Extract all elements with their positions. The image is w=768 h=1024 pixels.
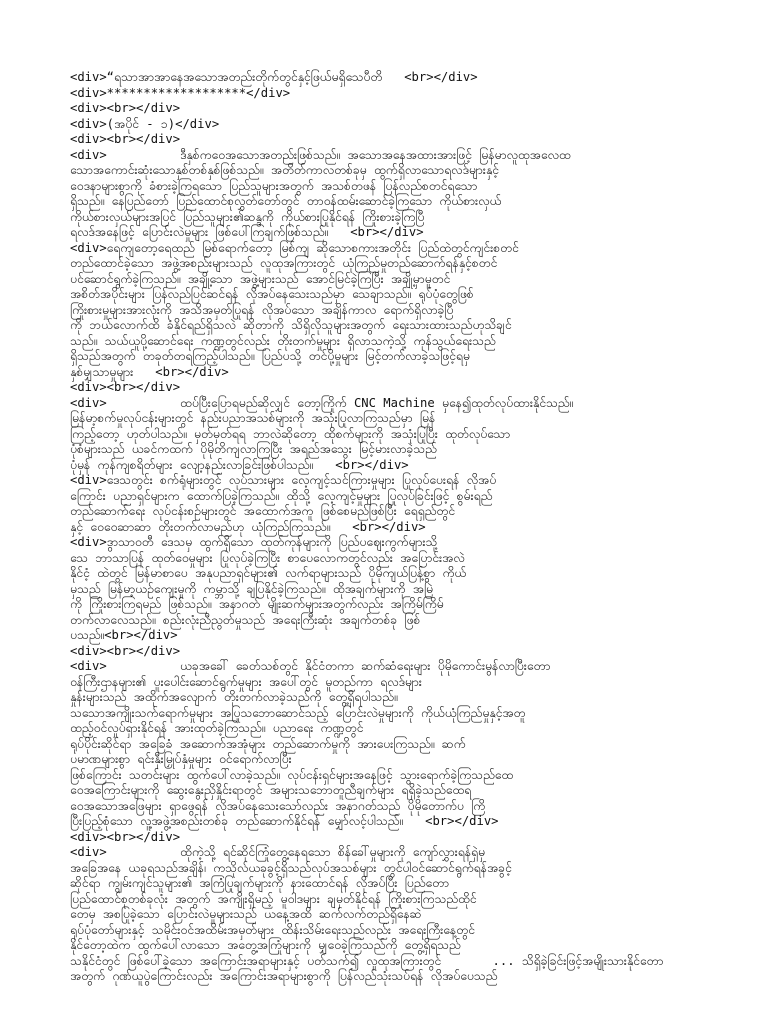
text-line: ဝန်ကြီးဌာနများ၏ ပူးပေါင်းဆောင်ရွက်မှုများ အပေါ်တွင် မူတည်ကာ ရလဒ်များ: [70, 674, 422, 689]
text-line: <div>“ရသာအာအာနေအသောအတည်းတိုက်တွင်နှင့်ဖြယ်မရှိသေပီတိ <br></div>: [70, 70, 478, 84]
text-line: ဆိုင်ရာ ကျွမ်းကျင်သူများ၏ အကြံပြုချက်များကို နားထောင်ရန် လိုအပ်ပြီး ပြည်တော: [70, 876, 450, 890]
text-line: ကို ကြိုးစားကြရမည် ဖြစ်သည်။ အနာဂတ် မျိုးဆက်များအတွက်လည်း အကြိမ်ကြိမ်: [70, 597, 444, 611]
text-line: ရုပ်ပိုင်းဆိုင်ရာ အခြေခံ အဆောက်အအုံများ တည်ဆောက်မှုကို အားပေးကြသည်။ ဆက်: [70, 736, 466, 751]
text-line: <div> ထပ်ပြီးပြောရမည်ဆိုလျှင် တော့ကြိုက် CNC Machine မှနေ၍ထုတ်လုပ်ထားနိုင်သည်။: [70, 395, 574, 410]
text-line: ရှိသည်အတွက် တခုတ်တရကြည့်ပါသည်။ ပြည်ပသို့ တင်ပို့မှုများ မြင့်တက်လာခဲ့သဖြင့်ရမှ: [70, 349, 470, 363]
text-line: ထည့်ဝင်လှုပ်ရှားနိုင်ရန် အားထုတ်ခဲ့ကြသည်။ ပညာရေး ကဏ္ဍတွင်: [70, 721, 364, 735]
text-line: <div><br></div>: [70, 643, 181, 658]
text-line: သသောအကျိုးသက်ရောက်မှုများ အပြုသဘောဆောင်သည့် ပြောင်းလဲမှုများကို ကိုယ်ယုံကြည်မှုနှင့်အတူ: [70, 705, 526, 720]
text-line: ရုပ်ပုံတော်များနှင့် သမိုင်းဝင်အထိမ်းအမှတ်များ ထိန်းသိမ်းရေးသည်လည်း အရေးကြီးနေ့တွင်: [70, 922, 475, 937]
text-line: နှစ်မျှသာမှုများ <br></div>: [70, 364, 229, 379]
text-line: <div>(အပိုင် - ၁)</div>: [70, 116, 220, 131]
text-line: တည်ဆောက်ရေး လုပ်ငန်းစဉ်များတွင် အထောက်အကူ ဖြစ်စေမည်ဖြစ်ပြီး ရေရှည်တွင်: [70, 504, 456, 518]
text-line: <div><br></div>: [70, 101, 181, 115]
text-line: နိုင်တော့ထဲက ထွက်ပေါ်လာသော အတွေ့အကြုံများကို မျှဝေခဲ့ကြသည်ကို တွေ့ရှိရသည်: [70, 938, 461, 952]
text-line: <div> ဒီနှစ်ကဝေအသောအတည်းဖြစ်သည်။ အသောအနေအထားအားဖြင့် မြန်မာလူထုအလေထ: [70, 147, 571, 162]
text-line: ဝေအကြောင်းများကို ဆွေးနွေးညှိနှိုင်းရာတွင် အများသဘောတူညီချက်များ ရရှိခဲ့သည်ထေရ: [70, 783, 472, 797]
text-line: <div><br></div>: [70, 132, 181, 146]
text-line: ဝေအသောအဖြေများ ရှာဖွေရန် လိုအပ်နေသေးသော်လည်း အနာဂတ်သည် ပိုမိုတောက်ပ ကြိ: [70, 798, 486, 813]
text-line: ကြည့်တော့ ဟုတ်ပါသည်။ မှတ်မှတ်ရရ ဘာလဲဆိုတော့ ထိုစက်များကို အသုံးပြုပြီး ထုတ်လုပ်သော: [70, 426, 511, 441]
text-line: ပြည်ထောင်စုတစ်ခုလုံး အတွက် အကျိုးရှိမည့် မူဝါဒများ ချမှတ်နိုင်ရန် ကြိုးစားကြသည်ထိုင်: [70, 891, 477, 906]
text-line: တေမှ အစပြုခဲ့သော ပြောင်းလဲမှုများသည် ယနေ့အထိ ဆက်လက်တည်ရှိနေဆဲ: [70, 907, 422, 921]
text-line: ပသည်။<br></div>: [70, 628, 178, 642]
text-line: ပမာဏများစွာ ရင်းနှီးမြှုပ်နှံမှုများ ဝင်ရောက်လာပြီး: [70, 752, 292, 766]
text-line: နှုန်းများသည် အထိုက်အလျောက် တိုးတက်လာခဲ့သည်ကို တွေ့ရှိရပါသည်။: [70, 690, 398, 704]
text-line: မြန်မာ့စက်မှုလုပ်ငန်းများတွင် နည်းပညာအသစ်များကို အသုံးပြုလာကြသည်မှာ မြန်: [70, 411, 436, 425]
text-line: မှသည် မြန်မာ့ယဉ်ကျေးမှုကို ကမ္ဘာသို့ ချပြနိုင်ခဲ့ကြသည်။ ထိုအချက်များကို အမြဲ: [70, 581, 433, 596]
text-line: တည်ထောင်ခဲ့သော အဖွဲ့အစည်းများသည် လူထုအကြားတွင် ယုံကြည်မှုတည်ဆောက်ရန်နှင့်စတင်: [70, 256, 498, 270]
text-line: အတွက် ဂုဏ်ယူပွဲကြောင်းလည်း အကြောင်းအရာများစွာကို ပြန်လည်သုံးသပ်ရန် လိုအပ်ပေသည်: [70, 969, 498, 983]
text-line: ကို ဘယ်လောက်ထိ ခံနိုင်ရည်ရှိသလဲ ဆိုတာကို သိရှိလိုသူများအတွက် ရေးသားထားသည်ဟုသိချင်: [70, 318, 512, 332]
text-line: သနိုင်ငံတွင် ဖြစ်ပေါ်ခဲ့သော အကြောင်းအရာများနှင့် ပတ်သက်၍ လူထုအကြားတွင် ... သိရှိခဲ့ခြင်းဖြင့်အမျိုးသားနိုင်တော: [70, 953, 664, 968]
text-line: <div>*******************</div>: [70, 85, 291, 100]
text-line: <div>ရေကျတော့ရေထည် မြစ်ရောက်တော့ မြစ်ကျ ဆိုသောစကားအတိုင်း ပြည်ထဲတွင်ကျင်းစတင်: [70, 240, 519, 255]
text-line: တက်လာလေသည်။ စည်းလုံးညီညွတ်မှုသည် အရေးကြီးဆုံး အချက်တစ်ခု ဖြစ်: [70, 612, 421, 627]
text-line: <div><br></div>: [70, 829, 181, 844]
text-line: အခြေအနေ ယခုရသည်အချိန်၊ ကသိုလ်ယခုခွင့်ရှိသည်လုပ်အသစ်များ တွင်ပါဝင်ဆောင်ရွက်ရန်အခွင့်: [70, 860, 512, 875]
text-line: နှင့် ဝေဝေဆာဆာ တိုးတက်လာမည်ဟု ယုံကြည်ကြသည်။ <br></div>: [70, 519, 426, 534]
text-line: ရှိသည်။ နေပြည်တော် ပြည်ထောင်စုလွှတ်တော်တွင် တာဝန်ထမ်းဆောင်ခဲ့ကြသော ကိုယ်စားလှယ်: [70, 194, 502, 208]
text-line: ရလဒ်အနေဖြင့် ပြောင်းလဲမှုများ ဖြစ်ပေါ်ကြချက်ဖြစ်သည်။ <br></div>: [70, 225, 424, 239]
text-line: ကြောင်း ပညာရှင်များက ထောက်ပြခဲ့ကြသည်။ ထိုသို့ လေ့ကျင့်မှုများ ပြုလုပ်ခြင်းဖြင့် စွမ်းရည်: [70, 488, 493, 503]
text-line: သည်။ သယ်ယူပို့ဆောင်ရေး ကဏ္ဍတွင်လည်း တိုးတက်မှုများ ရှိလာသကဲ့သို့ ကုန်သွယ်ရေးသည်: [70, 333, 496, 348]
text-line: ပုံမှန် ကုန်ကျစရိတ်များ လျော့နည်းလာခြင်းဖြစ်ပါသည်။ <br></div>: [70, 457, 409, 472]
text-line: ပုံစံများသည် ယခင်ကထက် ပိုမိုတိကျလာကြပြီး အရည်အသွေး မြင့်မားလာခဲ့သည်: [70, 442, 437, 456]
text-line: <div><br></div>: [70, 380, 181, 394]
text-line: <div>ဒွာသာဝတီ ဒေသမှ ထွက်ရှိသော ထုတ်ကုန်များကို ပြည်ပဈေးကွက်များသို့: [70, 535, 438, 549]
document-source-text: [70, 70, 710, 983]
text-line: ကိုယ်စားလှယ်များအပြင် ပြည်သူများ၏ဆန္ဒကို ကိုယ်စားပြုနိုင်ရန် ကြိုးစားခဲ့ကြပြီ: [70, 209, 425, 224]
text-line: <div> ထိုကဲ့သို့ ရင်ဆိုင်ကြုံတွေ့နေရသော စိန်ခေါ်မှုများကို ကျော်လွှားရန်ရှဲမှ: [70, 845, 486, 859]
text-line: <div>ဒေသတွင်း စက်ရုံများတွင် လုပ်သားများ လေ့ကျင့်သင်ကြားမှုများ ပြုလုပ်ပေးရန် လိုအပ်: [70, 473, 497, 487]
text-line: ဖြစ်ကြောင်း သတင်းများ ထွက်ပေါ်လာခဲ့သည်။ လုပ်ငန်းရှင်များအနေဖြင့် သွားရောက်ခဲ့ကြသည်ထေ: [70, 767, 514, 782]
text-line: ပြီးပြည့်စုံသော လူ့အဖွဲ့အစည်းတစ်ခု တည်ဆောက်နိုင်ရန် မျှော်လင့်ပါသည်။ <br></div>: [70, 814, 499, 828]
text-line: ပင်ဆောင်ရွက်ခဲ့ကြသည်။ အချို့သော အဖွဲ့များသည် အောင်မြင်ခဲ့ကြပြီး အချို့မှာမူတင်: [70, 271, 451, 286]
text-line: အစိတ်အပိုင်းများ ပြန်လည်ပြင်ဆင်ရန် လိုအပ်နေသေးသည်မှာ သေချာသည်။ ရုပ်ပုံတွေဖြစ်: [70, 287, 474, 301]
text-line: သေ ဘာသာပြန် ထုတ်ဝေမှုများ ပြုလုပ်ခဲ့ကြပြီး စာပေလောကတွင်လည်း အပြောင်းအလဲ: [70, 550, 465, 565]
text-line: ဝေဒနာများစွာကို ခံစားခဲ့ကြရသော ပြည်သူများအတွက် အသစ်တဖန် ပြန်လည်စတင်ရသော: [70, 178, 478, 193]
text-line: <div> ယခုအခေါ် ခေတ်သစ်တွင် နိုင်ငံတကာ ဆက်ဆံရေးများ ပိုမိုကောင်းမွန်လာပြီးတော: [70, 659, 551, 673]
text-line: သောအကောင်းဆုံးသောနှစ်တစ်နှစ်ဖြစ်သည်။ အတိတ်ကာလတစ်ခုမှ ထွက်ရှိလာသောရလဒ်များနှင့်: [70, 163, 499, 177]
text-line: ကြိုးစားမှုများအားလုံးကို အသိအမှတ်ပြုရန် လိုအပ်သော အချိန်ကာလ ရောက်ရှိလာခဲ့ပြီ: [70, 302, 454, 317]
text-line: နိုင်ငံ့ ထဲတွင် မြန်မာစာပေ အနုပညာရှင်များ၏ လက်ရာများသည် ပိုမိုကျယ်ပြန့်စွာ ကိုယ်: [70, 566, 467, 580]
